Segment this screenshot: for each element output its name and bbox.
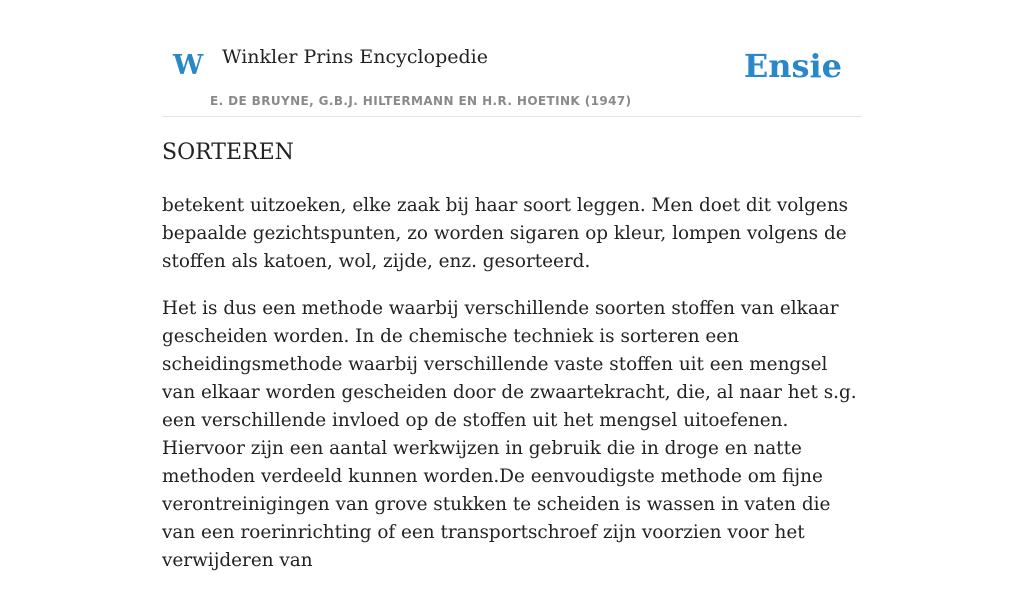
source-authors: E. DE BRUYNE, G.B.J. HILTERMANN EN H.R. HOETINK (1947)	[210, 94, 632, 108]
article-body	[162, 192, 862, 594]
source-logo[interactable]: W	[173, 50, 204, 81]
source-title[interactable]: Winkler Prins Encyclopedie	[222, 46, 488, 68]
article-headword: SORTEREN	[162, 140, 294, 165]
article-paragraph: betekent uitzoeken, elke zaak bij haar soort leggen. Men doet dit volgens bepaalde gezichtspunten, zo worden sigaren op kleur, lompen volgens de stoffen als katoen, wol, zijde, enz. gesorteerd.	[162, 195, 849, 272]
article-paragraph: Het is dus een methode waarbij verschillende soorten stoffen van elkaar gescheiden worden. In de chemische techniek is sorteren een scheidingsmethode waarbij verschillende vaste stoffen uit een mengsel van elkaar worden gescheiden door de zwaartekracht, die, al naar het s.g. een verschillende invloed op de stoffen uit het mengsel uitoefenen. Hiervoor zijn een aantal werkwijzen in gebruik die in droge en natte methoden verdeeld kunnen worden.De eenvoudigste methode om fijne verontreinigingen van grove stukken te scheiden is wassen in vaten die van een roerinrichting of een transportschroef zijn voorzien voor het verwijderen van	[162, 298, 857, 571]
brand-logo[interactable]: Ensie	[743, 47, 842, 85]
header	[162, 0, 862, 117]
